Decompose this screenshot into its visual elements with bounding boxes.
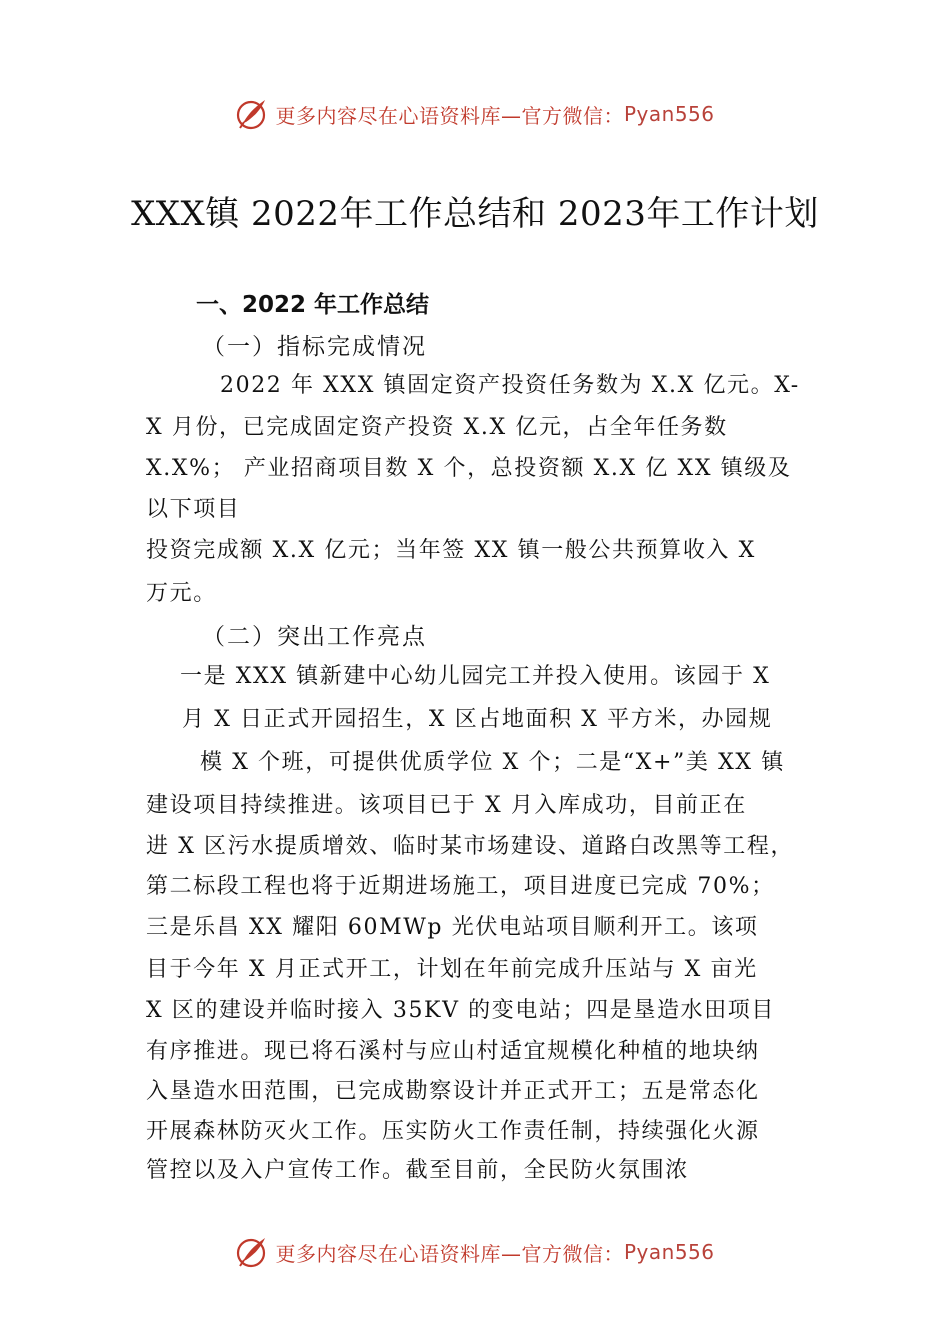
paragraph-line: 进 X 区污水提质增效、临时某市场建设、道路白改黑等工程， — [146, 834, 795, 859]
subsection-heading-1: （一）指标完成情况 — [202, 334, 427, 360]
paragraph-line: 2022 年 XXX 镇固定资产投资任务数为 X.X 亿元。X- — [220, 373, 800, 398]
subsection-heading-2: （二）突出工作亮点 — [202, 624, 427, 650]
paragraph-line: X.X%； 产业招商项目数 X 个，总投资额 X.X 亿 XX 镇级及 — [146, 456, 792, 481]
section-heading: 一、2022 年工作总结 — [196, 292, 430, 318]
paragraph-line: 有序推进。现已将石溪村与应山村适宜规模化种植的地块纳 — [146, 1039, 760, 1064]
paragraph-line: 模 X 个班，可提供优质学位 X 个；二是“X+”美 XX 镇 — [200, 750, 785, 775]
paragraph-line: 投资完成额 X.X 亿元；当年签 XX 镇一般公共预算收入 X — [146, 538, 756, 563]
paragraph-line: 万元。 — [146, 581, 217, 606]
paragraph-line: 三是乐昌 XX 耀阳 60MWp 光伏电站项目顺利开工。该项 — [146, 915, 759, 940]
banner-text: 更多内容尽在心语资料库—官方微信： — [275, 1241, 624, 1266]
paragraph-line: X 区的建设并临时接入 35KV 的变电站；四是垦造水田项目 — [146, 998, 775, 1023]
quill-logo-icon — [235, 97, 269, 131]
paragraph-line: 开展森林防灭火工作。压实防火工作责任制，持续强化火源 — [146, 1119, 760, 1144]
paragraph-line: 入垦造水田范围，已完成勘察设计并正式开工；五是常态化 — [146, 1079, 760, 1104]
paragraph-line: 月 X 日正式开园招生，X 区占地面积 X 平方米，办园规 — [182, 707, 773, 732]
paragraph-line: 建设项目持续推进。该项目已于 X 月入库成功，目前正在 — [146, 793, 747, 818]
paragraph-line: 以下项目 — [146, 497, 241, 522]
wechat-id: Pyan556 — [623, 102, 715, 126]
watermark-banner-top — [0, 94, 950, 134]
paragraph-line: 目于今年 X 月正式开工，计划在年前完成升压站与 X 亩光 — [146, 957, 758, 982]
paragraph-line: 第二标段工程也将于近期进场施工，项目进度已完成 70%； — [146, 874, 775, 899]
document-title: XXX镇 2022年工作总结和 2023年工作计划 — [131, 194, 819, 234]
paragraph-line: 管控以及入户宣传工作。截至目前，全民防火氛围浓 — [146, 1158, 689, 1183]
paragraph-line: X 月份，已完成固定资产投资 X.X 亿元，占全年任务数 — [146, 415, 728, 440]
quill-logo-icon — [235, 1235, 269, 1269]
watermark-banner-bottom — [0, 1232, 950, 1272]
banner-text: 更多内容尽在心语资料库—官方微信： — [275, 103, 624, 128]
wechat-id: Pyan556 — [623, 1240, 715, 1264]
paragraph-line: 一是 XXX 镇新建中心幼儿园完工并投入使用。该园于 X — [180, 664, 771, 689]
